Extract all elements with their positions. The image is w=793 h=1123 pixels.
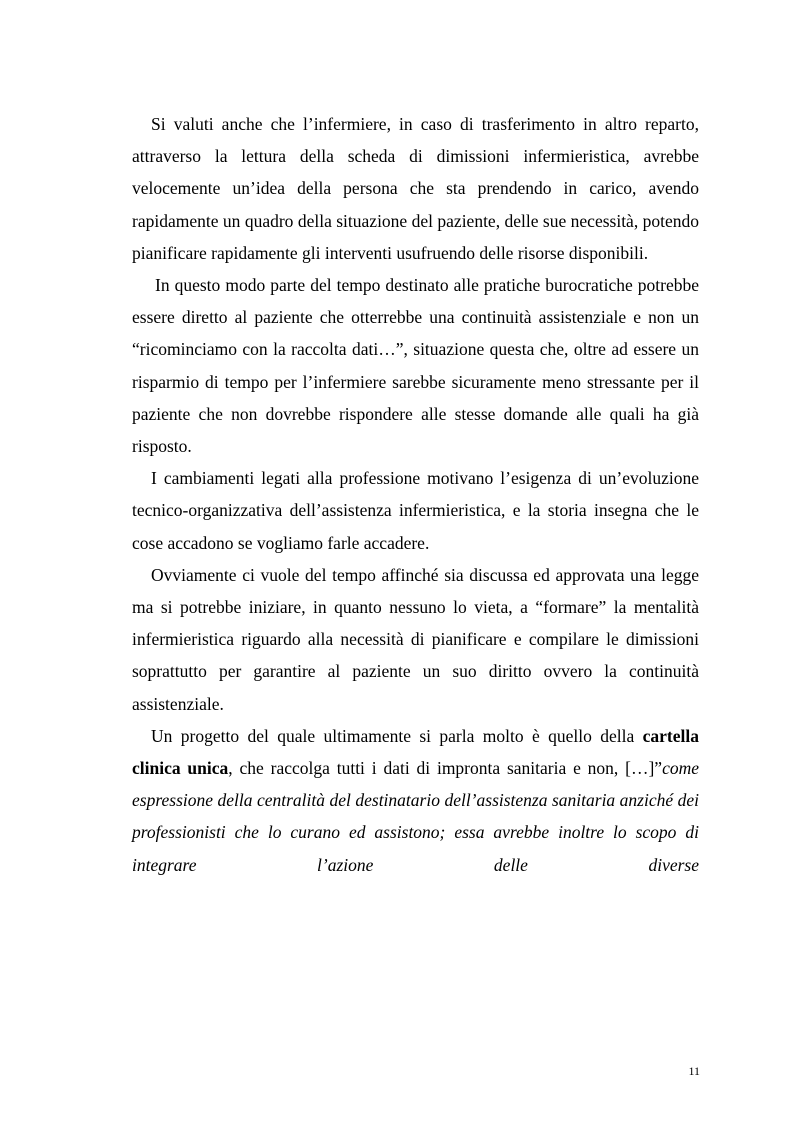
italic-quotation: come espressione della centralità del destinatario dell’assistenza sanitaria anziché dei professionisti che lo curano ed assistono; essa avrebbe inoltre lo scopo di integrare l’azione delle diverse <box>132 758 700 875</box>
paragraph-5 <box>132 720 699 881</box>
paragraph-4: Ovviamente ci vuole del tempo affinché sia discussa ed approvata una legge ma si potrebbe iniziare, in quanto nessuno lo vieta, a “formare” la mentalità infermieristica riguardo alla necessità di pianificare e compilare le dimissioni soprattutto per garantire al paziente un suo diritto ovvero la continuità assistenziale. <box>132 564 699 714</box>
body-text <box>132 108 699 881</box>
paragraph-3: I cambiamenti legati alla professione motivano l’esigenza di un’evoluzione tecnico-organizzativa dell’assistenza infermieristica, e la storia insegna che le cose accadono se vogliamo farle accadere. <box>132 468 699 553</box>
paragraph-1: Si valuti anche che l’infermiere, in caso di trasferimento in altro reparto, attraverso la lettura della scheda di dimissioni infermieristica, avrebbe velocemente un’idea della persona che sta prendendo in carico, avendo rapidamente un quadro della situazione del paziente, delle sue necessità, potendo pianificare rapidamente gli interventi usufruendo delle risorse disponibili. <box>132 114 699 263</box>
bold-term-cartella-clinica-unica: cartella clinica unica <box>132 725 699 779</box>
page-number: 11 <box>688 1064 700 1078</box>
paragraph-5-lead: Un progetto del quale ultimamente si parla molto è quello della <box>151 725 643 746</box>
paragraph-5-middle: , che raccolga tutti i dati di impronta sanitaria e non, […]” <box>228 758 663 779</box>
paragraph-2: In questo modo parte del tempo destinato alle pratiche burocratiche potrebbe essere diretto al paziente che otterrebbe una continuità assistenziale e non un “ricominciamo con la raccolta dati…”, situazione questa che, oltre ad essere un risparmio di tempo per l’infermiere sarebbe sicuramente meno stressante per il paziente che non dovrebbe rispondere alle stesse domande alle quali ha già risposto. <box>132 275 699 457</box>
